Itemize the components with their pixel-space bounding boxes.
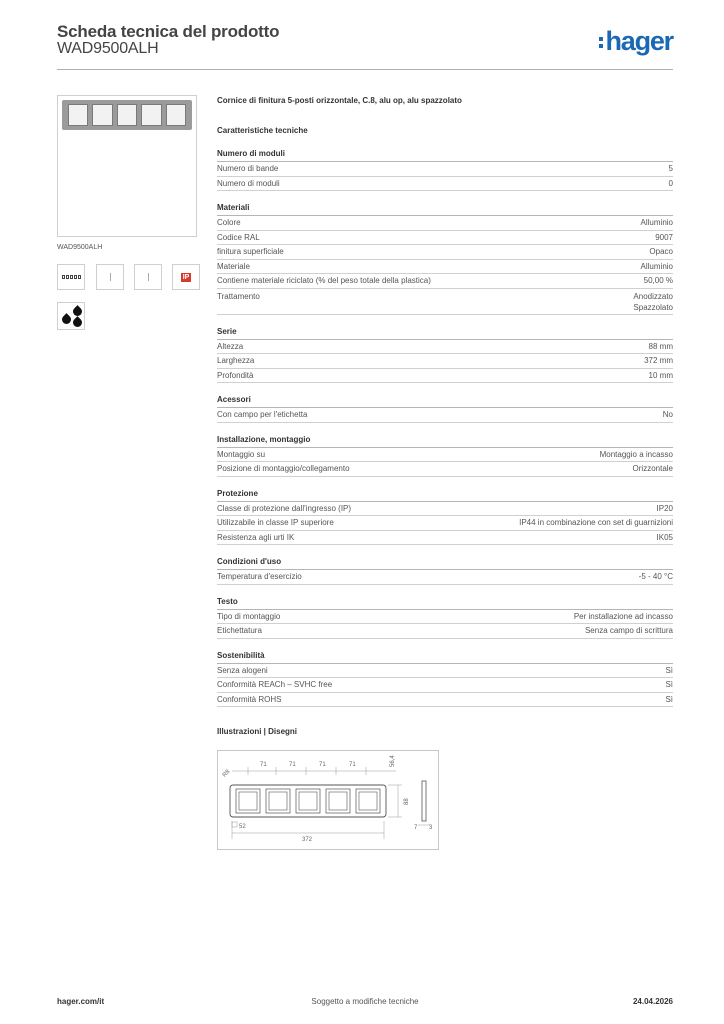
spec-label: Tipo di montaggio: [217, 611, 281, 621]
spec-row: [217, 369, 673, 384]
spec-sections: [217, 148, 673, 707]
section-title: Condizioni d'uso: [217, 556, 673, 570]
pitch-label-3: 71: [319, 762, 326, 768]
spec-value: Sì: [665, 665, 673, 675]
spec-row: [217, 448, 673, 463]
product-description: Cornice di finitura 5-posti orizzontale, C.8, alu op, alu spazzolato: [217, 96, 462, 105]
logo-wordmark: hager: [605, 26, 673, 56]
spec-value-line: Anodizzato: [633, 291, 673, 301]
spec-label: Etichettatura: [217, 626, 262, 635]
spec-row: [217, 162, 673, 177]
footer-note: Soggetto a modifiche tecniche: [311, 997, 419, 1006]
depth-a-label: 7: [414, 825, 418, 831]
height-label: 88: [404, 798, 410, 805]
spec-label: Contiene materiale riciclato (% del peso totale della plastica): [217, 276, 431, 285]
product-image: [57, 95, 197, 237]
section-title: Acessori: [217, 394, 673, 408]
spec-value: IK05: [656, 532, 673, 542]
pitch-label-2: 71: [289, 762, 296, 768]
offset-label: 52: [239, 824, 246, 830]
spec-section: [217, 326, 673, 384]
section-spacer: [217, 545, 673, 556]
spec-value: 88 mm: [648, 341, 673, 351]
spec-value: 5: [668, 164, 673, 173]
drawings-heading: Illustrazioni | Disegni: [217, 727, 298, 736]
spec-label: Profondità: [217, 370, 254, 380]
spec-value: Per installazione ad incasso: [573, 611, 673, 621]
spec-row: [217, 610, 673, 625]
dimension-drawing-svg: [218, 751, 438, 849]
small-height-label: 56,4: [390, 755, 396, 767]
spec-section: [217, 202, 673, 315]
section-spacer: [217, 383, 673, 394]
depth-b-label: 3: [429, 825, 433, 831]
spec-value: Opaco: [649, 247, 673, 256]
spec-value: IP20: [656, 503, 673, 513]
spec-label: finitura superficiale: [217, 247, 284, 256]
spec-value: Alluminio: [640, 218, 673, 227]
spec-label: Altezza: [217, 341, 244, 351]
page-footer: [57, 997, 673, 1011]
spec-value: Sì: [665, 680, 673, 689]
spec-row: [217, 340, 673, 355]
water-drops-icon: [57, 302, 85, 330]
spec-value-line: Spazzolato: [633, 302, 673, 312]
spec-label: Numero di bande: [217, 164, 279, 173]
section-title: Installazione, montaggio: [217, 434, 673, 448]
footer-website: hager.com/it: [57, 997, 105, 1006]
frame-5-gang-illustration: [62, 100, 192, 130]
spec-row: [217, 516, 673, 531]
spec-row: [217, 531, 673, 546]
spec-section: [217, 556, 673, 585]
spec-row: [217, 260, 673, 275]
spec-label: Con campo per l'etichetta: [217, 410, 308, 419]
ip-rating-pictogram-icon: [172, 264, 200, 290]
section-title: Protezione: [217, 488, 673, 502]
radius-label: R8: [221, 768, 232, 779]
spec-value: Sì: [665, 694, 673, 704]
spec-row: [217, 289, 673, 315]
spec-value: 0: [668, 178, 673, 188]
spec-row: [217, 408, 673, 423]
spec-value: 50,00 %: [643, 276, 673, 285]
spec-row: [217, 693, 673, 708]
ip-badge: IP: [182, 273, 190, 281]
section-title: Numero di moduli: [217, 148, 673, 162]
spec-value: 9007: [655, 232, 673, 242]
spec-label: Trattamento: [217, 291, 260, 301]
pitch-label-4: 71: [349, 762, 356, 768]
section-spacer: [217, 477, 673, 488]
width-label: 372: [302, 837, 313, 843]
spec-label: Conformità REACh – SVHC free: [217, 680, 333, 689]
spec-row: [217, 274, 673, 289]
spec-row: [217, 216, 673, 231]
spec-row: [217, 570, 673, 585]
spec-row: [217, 678, 673, 693]
section-spacer: [217, 639, 673, 650]
spec-label: Montaggio su: [217, 449, 266, 459]
spec-row: [217, 231, 673, 246]
spec-value: -5 - 40 °C: [638, 572, 673, 581]
spec-section: [217, 148, 673, 191]
section-spacer: [217, 315, 673, 326]
mounting-alt-pictogram-icon: [134, 264, 162, 290]
spec-value: Montaggio a incasso: [599, 449, 673, 459]
section-spacer: [217, 585, 673, 596]
spec-label: Conformità ROHS: [217, 694, 282, 704]
spec-row: [217, 245, 673, 260]
spec-value: Senza campo di scrittura: [584, 626, 673, 635]
spec-value: IP44 in combinazione con set di guarnizioni: [519, 518, 673, 527]
spec-value: [633, 291, 673, 314]
document-title: Scheda tecnica del prodotto: [57, 22, 280, 41]
section-title: Serie: [217, 326, 673, 340]
spec-row: [217, 177, 673, 192]
spec-row: [217, 502, 673, 517]
product-reference-heading: WAD9500ALH: [57, 40, 159, 57]
section-spacer: [217, 191, 673, 202]
spec-value: Alluminio: [640, 261, 673, 271]
page-header: [57, 20, 673, 70]
spec-label: Materiale: [217, 261, 250, 271]
logo-dots-icon: [599, 37, 603, 48]
pitch-label-1: 71: [260, 762, 267, 768]
section-title: Testo: [217, 596, 673, 610]
section-spacer: [217, 423, 673, 434]
spec-value: 372 mm: [644, 356, 673, 365]
spec-label: Senza alogeni: [217, 665, 268, 675]
product-image-caption: WAD9500ALH: [57, 244, 103, 251]
mounting-pictogram-icon: [96, 264, 124, 290]
spec-label: Numero di moduli: [217, 178, 280, 188]
spec-label: Colore: [217, 218, 241, 227]
spec-row: [217, 624, 673, 639]
spec-row: [217, 354, 673, 369]
footer-date: 24.04.2026: [632, 997, 673, 1006]
spec-label: Temperatura d'esercizio: [217, 572, 302, 581]
section-title: Materiali: [217, 202, 673, 216]
spec-value: No: [662, 410, 673, 419]
specs-heading: Caratteristiche tecniche: [217, 126, 308, 135]
spec-label: Codice RAL: [217, 232, 260, 242]
spec-section: [217, 488, 673, 546]
hager-logo: [599, 26, 673, 56]
spec-label: Classe di protezione dall'ingresso (IP): [217, 503, 352, 513]
spec-value: 10 mm: [648, 370, 673, 380]
modules-pictogram-icon: [57, 264, 85, 290]
dimension-drawing: [217, 750, 439, 850]
spec-label: Resistenza agli urti IK: [217, 532, 295, 542]
spec-label: Posizione di montaggio/collegamento: [217, 464, 350, 473]
spec-row: [217, 664, 673, 679]
spec-section: [217, 596, 673, 639]
spec-label: Larghezza: [217, 356, 255, 365]
spec-row: [217, 462, 673, 477]
spec-section: [217, 434, 673, 477]
spec-content: [217, 96, 673, 741]
spec-section: [217, 394, 673, 423]
section-title: Sostenibilità: [217, 650, 673, 664]
spec-label: Utilizzabile in classe IP superiore: [217, 518, 334, 527]
spec-value: Orizzontale: [632, 464, 673, 473]
spec-section: [217, 650, 673, 708]
